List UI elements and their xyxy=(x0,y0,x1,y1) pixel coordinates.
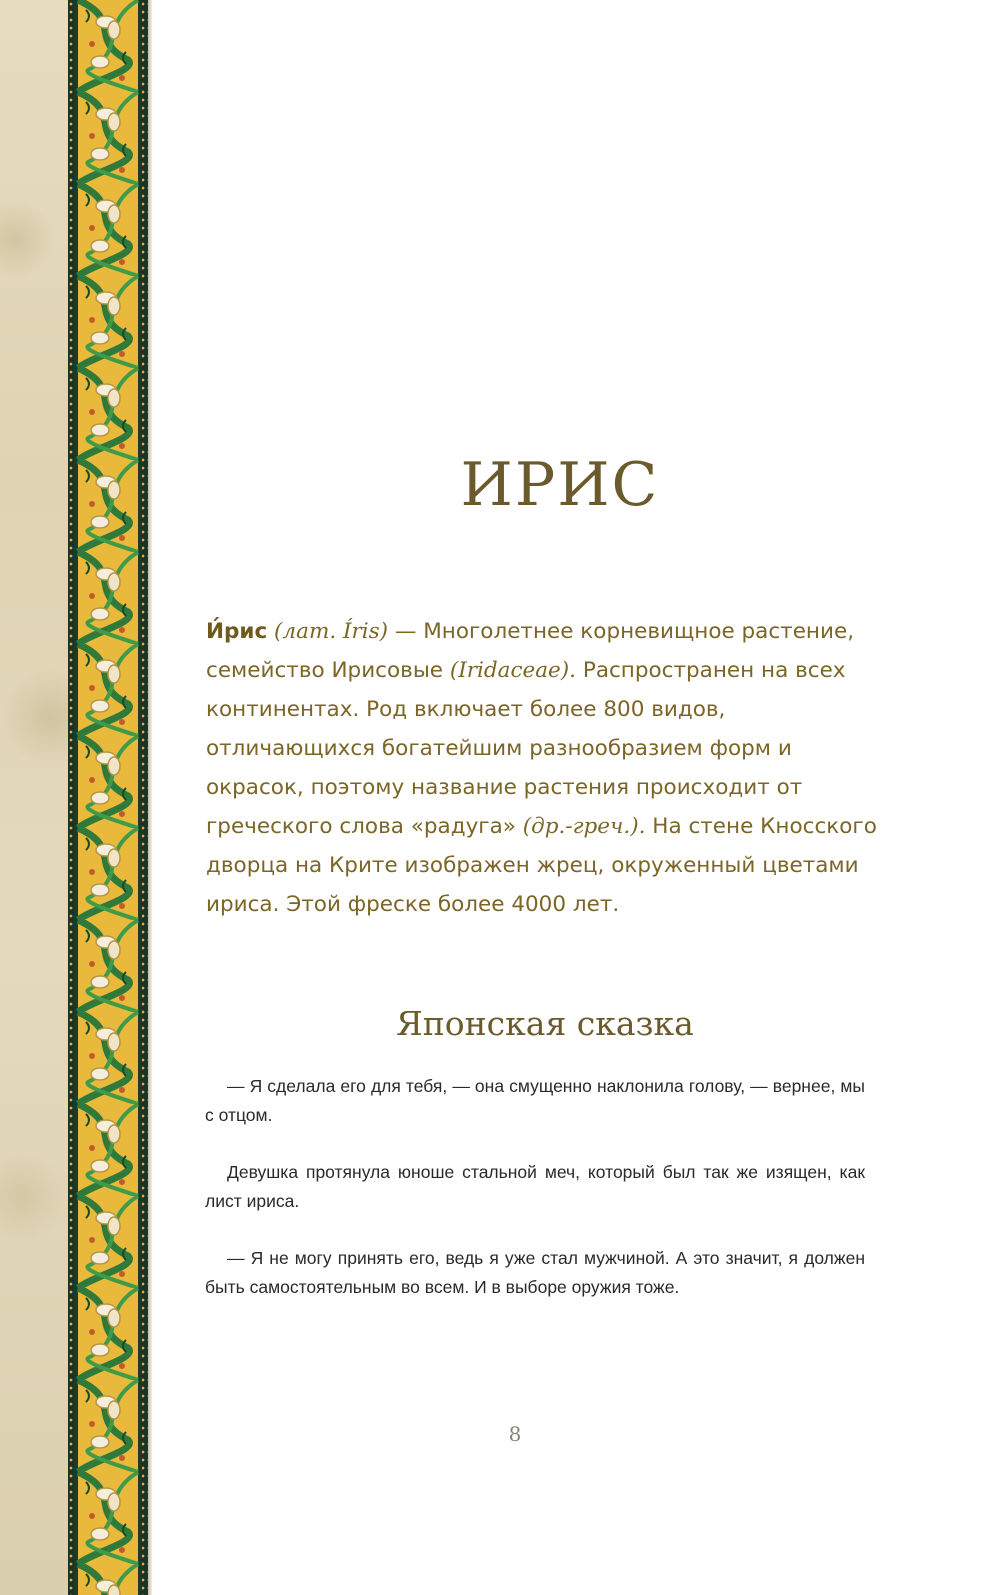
intro-greek-ref: (др.-греч.). xyxy=(522,814,646,839)
iris-ornament-icon xyxy=(68,0,148,1595)
iris-ornament-border xyxy=(68,0,148,1595)
parchment-margin xyxy=(0,0,72,1595)
intro-text-part1: — Многолетнее корневищное растение, семейство Ирисовые xyxy=(206,619,855,683)
intro-text-part2: Распространен на всех континентах. Род включает более 800 видов, отличающихся богатейшим разнообразием форм и окрасок, поэтому название растения происходит от греческого слова «радуга» xyxy=(206,658,846,839)
intro-lead-term: И́рис xyxy=(206,619,268,644)
story-paragraph: Девушка протянула юноше стальной меч, который был так же изящен, как лист ириса. xyxy=(205,1162,865,1211)
page-title: ИРИС xyxy=(460,450,660,520)
intro-paragraph xyxy=(206,612,896,924)
story-text xyxy=(205,1072,865,1330)
story-paragraph: — Я не могу принять его, ведь я уже стал мужчиной. А это значит, я должен быть самостоятельным во всем. И в выборе оружия тоже. xyxy=(205,1248,865,1297)
border-edge xyxy=(148,0,152,1595)
intro-latin-name: (лат. Íris) xyxy=(274,619,389,644)
story-paragraph: — Я сделала его для тебя, — она смущенно наклонила голову, — вернее, мы с отцом. xyxy=(205,1076,865,1125)
intro-family-name: (Iridaceae). xyxy=(449,658,577,683)
page-number: 8 xyxy=(508,1422,522,1446)
section-subtitle: Японская сказка xyxy=(396,1004,694,1043)
intro-text-part3: На стене Кносского дворца на Крите изображен жрец, окруженный цветами ириса. Этой фреске более 4000 лет. xyxy=(206,814,877,917)
